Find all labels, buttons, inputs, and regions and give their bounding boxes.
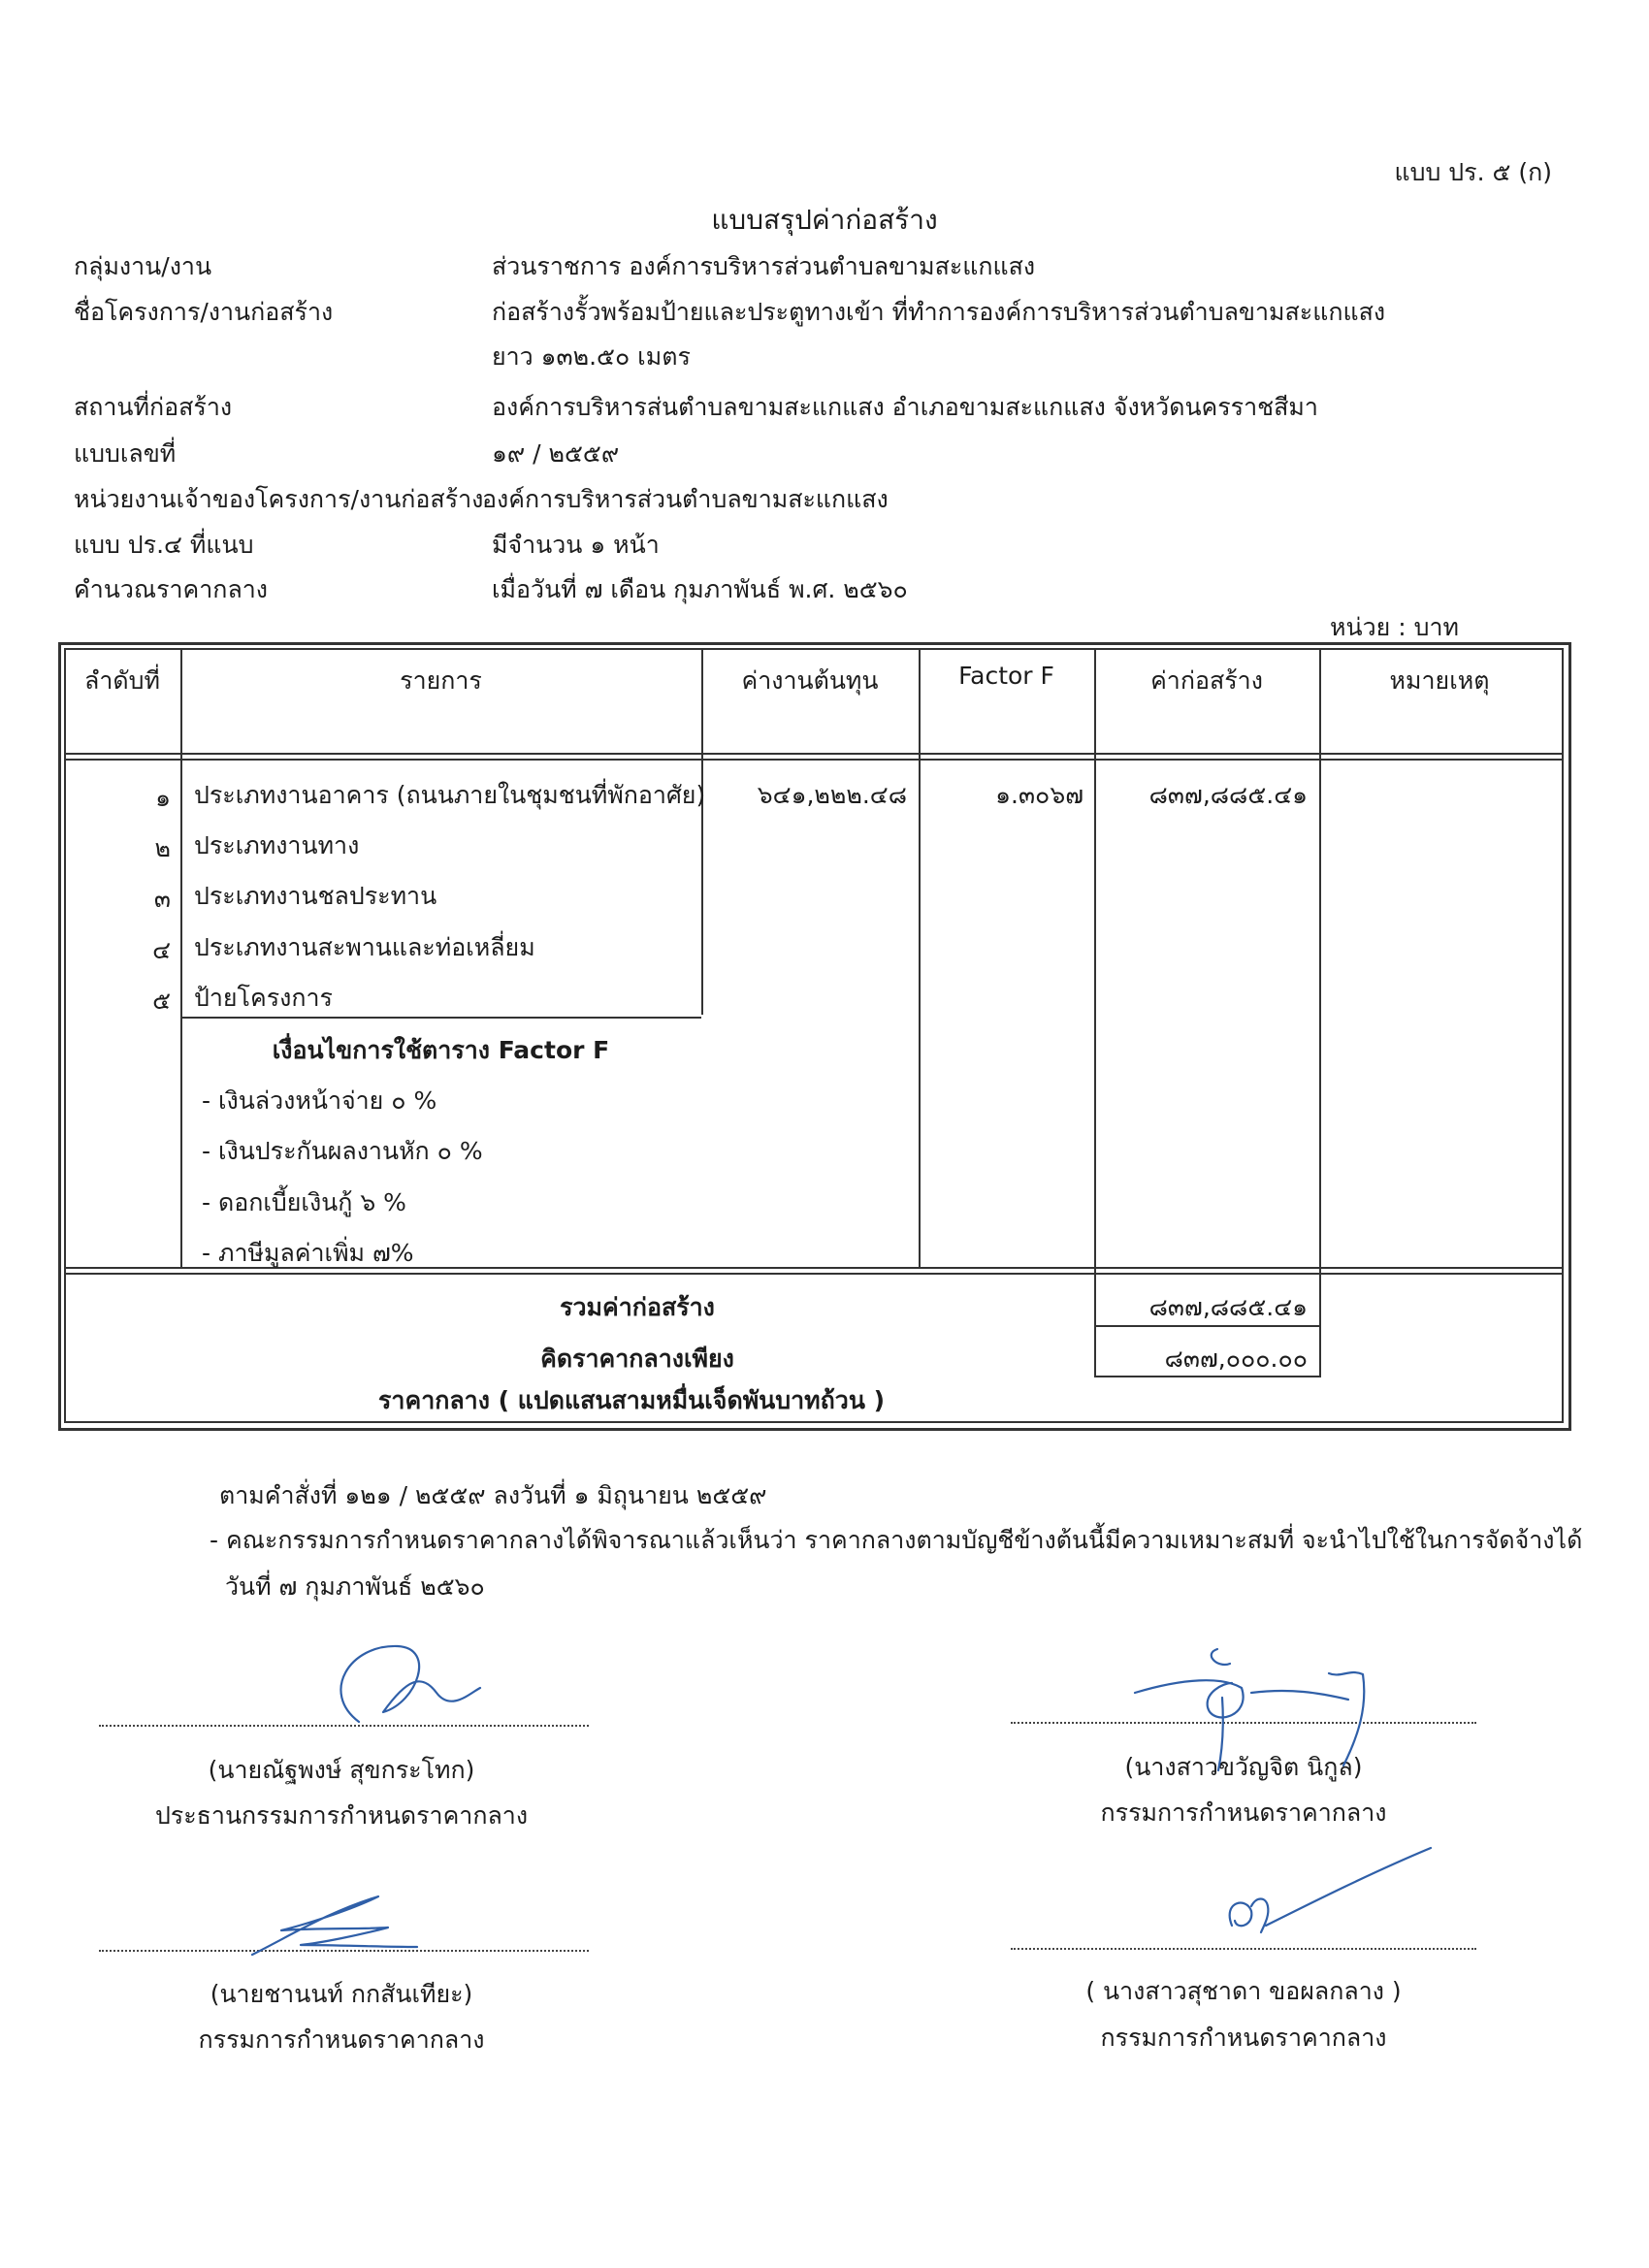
- header-cost: ค่างานต้นทุน: [741, 666, 879, 695]
- signer-role: ประธานกรรมการกำหนดราคากลาง: [154, 1801, 529, 1830]
- total-divider-2: [64, 1273, 1562, 1275]
- col-line-2: [701, 648, 703, 1015]
- info-label-location: สถานที่ก่อสร้าง: [74, 393, 233, 421]
- form-code: แบบ ปร. ๕ (ก): [1394, 158, 1552, 186]
- info-value-project-length: ยาว ๑๓๒.๕๐ เมตร: [492, 342, 691, 371]
- info-label-group: กลุ่มงาน/งาน: [74, 252, 212, 280]
- header-no: ลำดับที่: [84, 666, 160, 695]
- info-value-group: ส่วนราชการ องค์การบริหารส่วนตำบลขามสะแกแสง: [492, 252, 1036, 280]
- header-item: รายการ: [400, 666, 482, 695]
- condition-item: - ดอกเบี้ยเงินกู้ ๖ %: [202, 1188, 406, 1216]
- committee-note: - คณะกรรมการกำหนดราคากลางได้พิจารณาแล้วเห็นว่า ราคากลางตามบัญชีข้างต้นนี้มีความเหมาะสมที่ จะนำไปใช้ในการจัดจ้างได้: [210, 1526, 1583, 1554]
- signer-name: (นายชานนท์ กกสันเทียะ): [210, 1980, 473, 2008]
- row-construction: ๘๓๗,๘๘๕.๔๑: [1148, 781, 1308, 809]
- info-value-drawing-no: ๑๙ / ๒๕๕๙: [492, 439, 620, 468]
- header-remark: หมายเหตุ: [1389, 666, 1490, 695]
- info-value-calc-date: เมื่อวันที่ ๗ เดือน กุมภาพันธ์ พ.ศ. ๒๕๖๐: [492, 575, 908, 603]
- signer-role: กรรมการกำหนดราคากลาง: [1100, 2024, 1387, 2052]
- row-no: ๔: [152, 936, 171, 964]
- info-label-drawing-no: แบบเลขที่: [74, 439, 177, 468]
- info-label-owner: หน่วยงานเจ้าของโครงการ/งานก่อสร้าง: [74, 485, 484, 513]
- col-line-1: [180, 648, 182, 1269]
- conditions-title: เงื่อนไขการใช้ตาราง Factor F: [272, 1036, 610, 1064]
- body-top-divider: [64, 759, 1562, 761]
- row-no: ๑: [155, 784, 171, 812]
- info-label-calc-date: คำนวณราคากลาง: [74, 575, 269, 603]
- signer-role: กรรมการกำหนดราคากลาง: [1100, 1798, 1387, 1827]
- signature-1-image: [291, 1635, 485, 1732]
- signer-name: (นายณัฐพงษ์ สุขกระโทก): [208, 1756, 475, 1784]
- total-value: ๘๓๗,๘๘๕.๔๑: [1148, 1293, 1308, 1321]
- info-value-owner: องค์การบริหารส่วนตำบลขามสะแกแสง: [482, 485, 889, 513]
- total-label: รวมค่าก่อสร้าง: [560, 1293, 715, 1321]
- page-title: แบบสรุปค่าก่อสร้าง: [711, 204, 938, 236]
- header-divider: [64, 753, 1562, 755]
- median-value: ๘๓๗,๐๐๐.๐๐: [1164, 1345, 1308, 1373]
- info-value-attached: มีจำนวน ๑ หน้า: [492, 531, 660, 559]
- info-label-attached: แบบ ปร.๔ ที่แนบ: [74, 531, 254, 559]
- signer-name: ( นางสาวสุชาดา ขอผลกลาง ): [1085, 1977, 1402, 2005]
- condition-item: - ภาษีมูลค่าเพิ่ม ๗%: [202, 1239, 414, 1267]
- condition-item: - เงินล่วงหน้าจ่าย ๐ %: [202, 1086, 437, 1115]
- row-item: ป้ายโครงการ: [194, 984, 333, 1012]
- row-no: ๓: [153, 885, 171, 913]
- unit-label: หน่วย : บาท: [1330, 613, 1459, 641]
- info-value-location: องค์การบริหารส่นตำบลขามสะแกแสง อำเภอขามสะแกแสง จังหวัดนครราชสีมา: [492, 393, 1318, 421]
- row-item: ประเภทงานทาง: [194, 831, 360, 859]
- condition-item: - เงินประกันผลงานหัก ๐ %: [202, 1137, 483, 1165]
- signature-4-image: [1217, 1843, 1440, 1950]
- note-date: วันที่ ๗ กุมภาพันธ์ ๒๕๖๐: [225, 1572, 485, 1601]
- header-construction: ค่าก่อสร้าง: [1150, 666, 1263, 695]
- median-price-text: ราคากลาง ( แปดแสนสามหมื่นเจ็ดพันบาทถ้วน ): [378, 1386, 886, 1414]
- signer-role: กรรมการกำหนดราคากลาง: [198, 2025, 485, 2054]
- row-item: ประเภทงานสะพานและท่อเหลี่ยม: [194, 933, 535, 961]
- row-item: ประเภทงานชลประทาน: [194, 882, 437, 910]
- info-value-project: ก่อสร้างรั้วพร้อมป้ายและประตูทางเข้า ที่ทำการองค์การบริหารส่วนตำบลขามสะแกแสง: [492, 298, 1386, 326]
- col-line-3: [919, 648, 921, 1269]
- row-no: ๒: [154, 834, 171, 862]
- row-item: ประเภทงานอาคาร (ถนนภายในชุมชนที่พักอาศัย): [194, 781, 706, 809]
- signature-2-image: [1125, 1639, 1445, 1785]
- row-no: ๕: [152, 987, 171, 1015]
- col-line-4: [1094, 648, 1096, 1377]
- signer-name: (นางสาวขวัญจิต นิกูล): [1124, 1753, 1363, 1781]
- signature-3-image: [242, 1887, 427, 1964]
- order-reference: ตามคำสั่งที่ ๑๒๑ / ๒๕๕๙ ลงวันที่ ๑ มิถุนายน ๒๕๕๙: [219, 1481, 767, 1509]
- col-line-5: [1319, 648, 1321, 1377]
- median-label: คิดราคากลางเพียง: [540, 1345, 734, 1373]
- row-cost: ๖๔๑,๒๒๒.๔๘: [757, 781, 907, 809]
- info-label-project: ชื่อโครงการ/งานก่อสร้าง: [74, 298, 334, 326]
- row-factor: ๑.๓๐๖๗: [995, 781, 1083, 809]
- header-factor: Factor F: [958, 662, 1054, 690]
